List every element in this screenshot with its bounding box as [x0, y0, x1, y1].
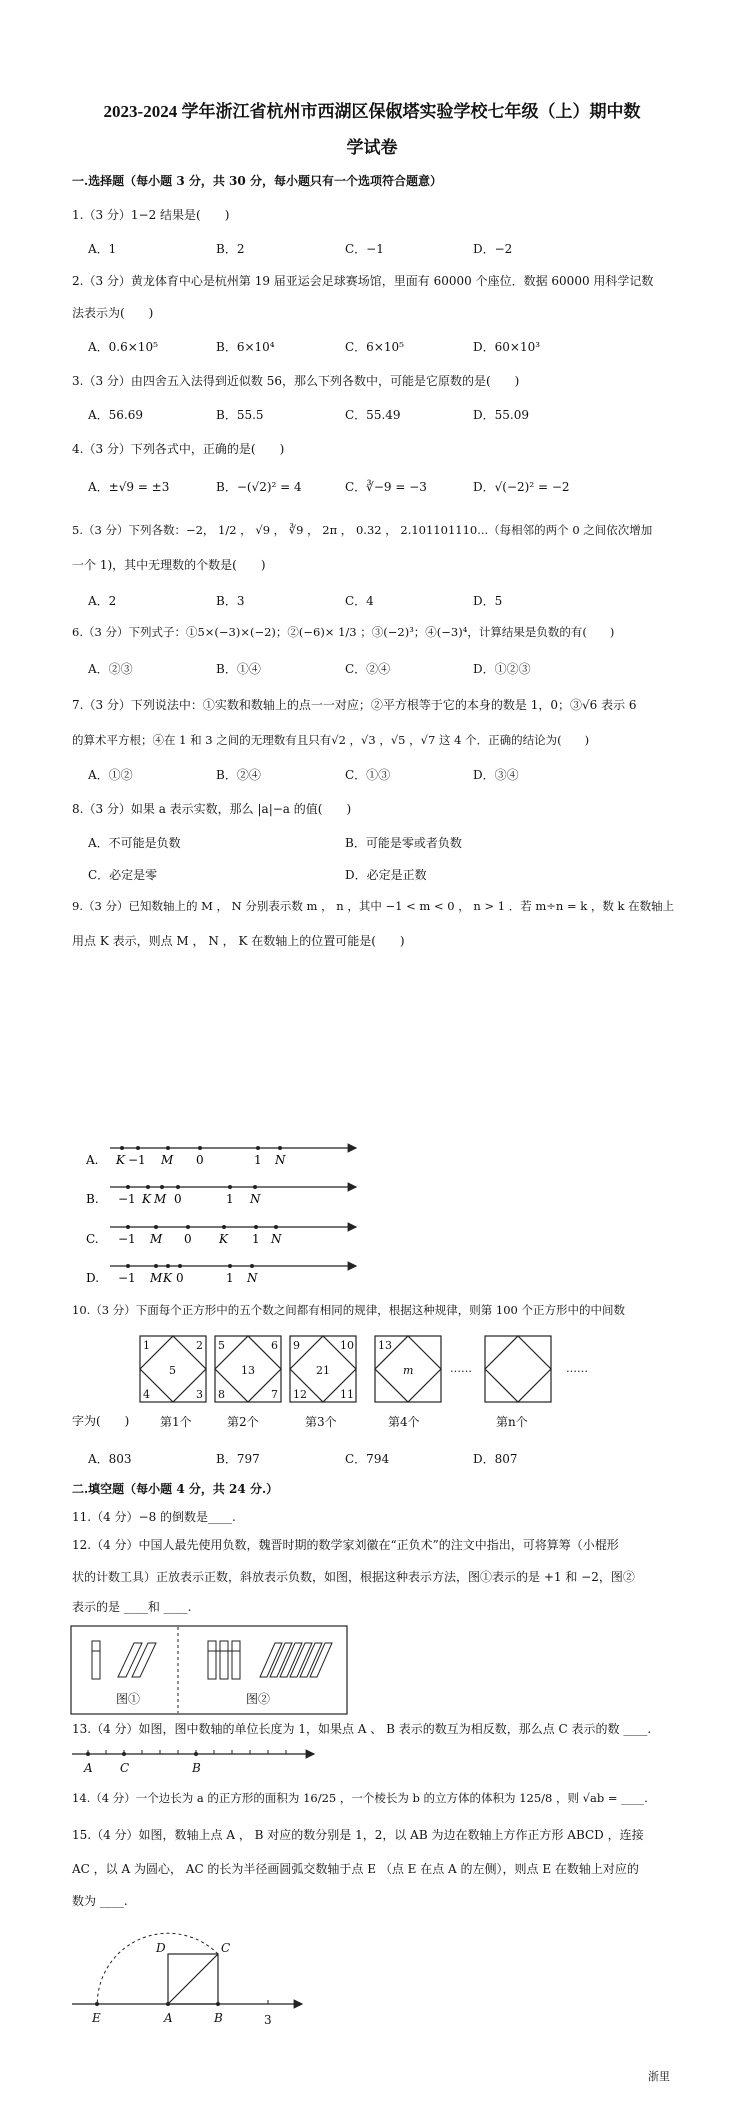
q3-option-c: C．55.49 — [345, 408, 401, 422]
q12-figure-frame — [71, 1626, 347, 1714]
q9-line-c-tick-0 — [186, 1225, 190, 1229]
q10-sq4-tl: 13 — [378, 1339, 392, 1352]
q12-fig2-rod-slanted-4 — [290, 1643, 312, 1677]
q10-sq3-center: 21 — [316, 1364, 330, 1377]
q14-stem: 14.（4 分）一个边长为 a 的正方形的面积为 16/25 ，一个棱长为 b 的立方体的体积为 125/8 ，则 √ab = ____. — [72, 1791, 648, 1805]
q9-line-a-label: A. — [86, 1153, 99, 1167]
q9-line-a-label-k: K — [116, 1153, 125, 1167]
q10-caption-2: 第2个 — [227, 1415, 259, 1429]
q10-stem-line2: 字为( ) — [72, 1414, 130, 1428]
q15-line3: 数为 ____. — [72, 1894, 128, 1908]
q8-stem: 8.（3 分）如果 a 表示实数，那么 |a|−a 的值( ) — [72, 802, 352, 816]
q13-number-line — [70, 1744, 320, 1780]
q9-line-a-point-m — [166, 1146, 170, 1150]
q10-dots-1: …… — [450, 1362, 472, 1375]
q3-option-b: B．55.5 — [216, 408, 264, 422]
q15-figure — [70, 1914, 310, 2032]
q10-sq4-center: m — [403, 1364, 414, 1377]
q12-fig2-rod-slanted-1 — [260, 1643, 282, 1677]
q10-sq3-tr: 10 — [340, 1339, 354, 1352]
q2-option-a: A．0.6×10⁵ — [88, 340, 158, 354]
q10-sq1-tr: 2 — [196, 1339, 203, 1352]
q9-line-d-label-neg1: −1 — [118, 1271, 136, 1285]
q5-option-a: A．2 — [88, 594, 117, 608]
q13-label-a: A — [84, 1761, 93, 1775]
q6-option-b: B．①④ — [216, 662, 261, 676]
q5-option-c: C．4 — [345, 594, 374, 608]
q9-line-c-label-n: N — [271, 1232, 282, 1246]
q7-option-a: A．①② — [88, 768, 133, 782]
q4-option-c: C．∛−9 = −3 — [345, 480, 427, 494]
q9-line-b-point-n — [253, 1185, 257, 1189]
q4-stem: 4.（3 分）下列各式中，正确的是( ) — [72, 442, 285, 456]
q15-point-a — [166, 2002, 170, 2006]
q2-option-c: C．6×10⁵ — [345, 340, 404, 354]
section-choice-heading: 一.选择题（每小题 3 分，共 30 分，每小题只有一个选项符合题意） — [72, 174, 442, 188]
q1-option-b: B．2 — [216, 242, 245, 256]
q8-option-c: C．必定是零 — [88, 868, 158, 882]
q10-square-n-diamond — [485, 1336, 551, 1402]
q1-stem: 1.（3 分）1−2 结果是( ) — [72, 208, 230, 222]
q12-fig2-caption: 图② — [246, 1692, 271, 1706]
q9-line-d-tick-neg1 — [126, 1264, 130, 1268]
q9-line-c-tick-1 — [254, 1225, 258, 1229]
q10-stem-line1: 10.（3 分）下面每个正方形中的五个数之间都有相同的规律，根据这种规律，则第 100 个正方形中的中间数 — [72, 1303, 626, 1317]
q6-option-d: D．①②③ — [473, 662, 531, 676]
q13-label-c: C — [120, 1761, 130, 1775]
q15-line2: AC ，以 A 为圆心， AC 的长为半径画圆弧交数轴于点 E （点 E 在点 A 的左侧），则点 E 在数轴上对应的 — [72, 1862, 639, 1876]
q9-line-d-point-k — [166, 1264, 170, 1268]
q2-stem-line1: 2.（3 分）黄龙体育中心是杭州第 19 届亚运会足球赛场馆，里面有 60000 个座位．数据 60000 用科学记数 — [72, 274, 654, 288]
q8-option-a: A．不可能是负数 — [88, 836, 181, 850]
q9-line-c-label-0: 0 — [184, 1232, 192, 1246]
q15-diagonal-ac — [168, 1954, 218, 2004]
q10-sq2-tr: 6 — [271, 1339, 278, 1352]
q5-option-b: B．3 — [216, 594, 245, 608]
q9-line-a-label-0: 0 — [196, 1153, 204, 1167]
q9-line-a-tick-1 — [256, 1146, 260, 1150]
q9-line-d-point-m — [154, 1264, 158, 1268]
q7-option-b: B．②④ — [216, 768, 261, 782]
q7-stem-line2: 的算术平方根；④在 1 和 3 之间的无理数有且只有√2 ，√3 ，√5 ，√7 这 4 个．正确的结论为( ) — [72, 733, 590, 747]
q15-label-c: C — [221, 1941, 231, 1955]
q2-option-b: B．6×10⁴ — [216, 340, 275, 354]
q9-line-a-tick-0 — [198, 1146, 202, 1150]
q9-line-b-tick-1 — [228, 1185, 232, 1189]
q15-line1: 15.（4 分）如图，数轴上点 A ， B 对应的数分别是 1，2，以 AB 为边在数轴上方作正方形 ABCD ，连接 — [72, 1828, 644, 1842]
q3-option-d: D．55.09 — [473, 408, 529, 422]
q2-stem-line2: 法表示为( ) — [72, 306, 154, 320]
q9-line-b-label-m: M — [154, 1192, 167, 1206]
q9-line-c-label-k: K — [219, 1232, 228, 1246]
q12-line1: 12.（4 分）中国人最先使用负数，魏晋时期的数学家刘徽在“正负术”的注文中指出，可将算筹（小棍形 — [72, 1538, 619, 1552]
q4-option-a: A．±√9 = ±3 — [88, 480, 170, 494]
q13-stem: 13.（4 分）如图，图中数轴的单位长度为 1，如果点 A 、 B 表示的数互为相反数，那么点 C 表示的数 ____. — [72, 1722, 652, 1736]
q15-point-e — [95, 2002, 99, 2006]
q10-sq1-bl: 4 — [143, 1388, 150, 1401]
q9-line-d-label-m: M — [150, 1271, 163, 1285]
q10-option-b: B．797 — [216, 1452, 260, 1466]
q12-line3: 表示的是 ____和 ____. — [72, 1600, 192, 1614]
q9-line-d-tick-1 — [228, 1264, 232, 1268]
q9-line-b-tick-0 — [176, 1185, 180, 1189]
q10-option-d: D．807 — [473, 1452, 518, 1466]
q9-line-b-tick-neg1 — [126, 1185, 130, 1189]
q9-stem-line2: 用点 K 表示，则点 M ， N ， K 在数轴上的位置可能是( ) — [72, 934, 405, 948]
q9-line-c-label: C. — [86, 1232, 99, 1246]
q9-line-a-label-neg1: −1 — [128, 1153, 146, 1167]
q9-line-c-label-m: M — [150, 1232, 163, 1246]
q12-fig1-rod-slanted-1 — [118, 1643, 142, 1677]
q12-fig2-rod-upright-1 — [208, 1641, 216, 1679]
q12-counting-rods-figure — [70, 1625, 350, 1717]
q11-stem: 11.（4 分）−8 的倒数是____. — [72, 1510, 236, 1524]
q10-sq2-center: 13 — [241, 1364, 255, 1377]
q10-sq1-tl: 1 — [143, 1339, 150, 1352]
q10-caption-3: 第3个 — [305, 1415, 337, 1429]
q9-line-d-label: D. — [86, 1271, 100, 1285]
q5-stem-line1: 5.（3 分）下列各数：−2， 1/2 ， √9 ， ∛9 ， 2π ， 0.32 ， 2.101101110...（每相邻的两个 0 之间依次增加 — [72, 523, 653, 537]
q9-line-a-tick-neg1 — [136, 1146, 140, 1150]
q9-line-c-point-k — [222, 1225, 226, 1229]
q4-option-d: D．√(−2)² = −2 — [473, 480, 570, 494]
q9-line-b-point-m — [160, 1185, 164, 1189]
q9-line-b-point-k — [146, 1185, 150, 1189]
q9-line-b-label-1: 1 — [226, 1192, 234, 1206]
q10-option-a: A．803 — [88, 1452, 132, 1466]
q12-fig1-rod-slanted-2 — [132, 1643, 156, 1677]
q9-line-a-label-1: 1 — [254, 1153, 262, 1167]
q10-sq2-br: 7 — [271, 1388, 278, 1401]
q10-caption-4: 第4个 — [388, 1415, 420, 1429]
q1-option-a: A．1 — [88, 242, 117, 256]
q9-line-c-point-n — [274, 1225, 278, 1229]
q9-line-c-point-m — [154, 1225, 158, 1229]
q10-square-n — [485, 1336, 551, 1402]
q10-sq3-tl: 9 — [293, 1339, 300, 1352]
q9-line-d-label-k: K — [163, 1271, 172, 1285]
q9-line-d-label-1: 1 — [226, 1271, 234, 1285]
q10-option-c: C．794 — [345, 1452, 390, 1466]
q12-fig2-rod-slanted-6 — [310, 1643, 332, 1677]
q15-label-3: 3 — [264, 2013, 272, 2027]
q2-option-d: D．60×10³ — [473, 340, 541, 354]
q9-line-a-point-k — [120, 1146, 124, 1150]
q12-fig1-caption: 图① — [116, 1692, 141, 1706]
q10-sq3-bl: 12 — [293, 1388, 307, 1401]
q7-stem-line1: 7.（3 分）下列说法中：①实数和数轴上的点一一对应；②平方根等于它的本身的数是 1，0；③√6 表示 6 — [72, 698, 637, 712]
q5-option-d: D．5 — [473, 594, 503, 608]
q12-fig2-rod-upright-3 — [232, 1641, 240, 1679]
q12-fig2-rod-slanted-3 — [280, 1643, 302, 1677]
q1-option-d: D．−2 — [473, 242, 513, 256]
q12-line2: 状的计数工具）正放表示正数，斜放表示负数，如图，根据这种表示方法，图①表示的是 +1 和 −2，图② — [72, 1570, 635, 1584]
q12-fig2-rod-slanted-5 — [300, 1643, 322, 1677]
q9-line-b-label-n: N — [250, 1192, 261, 1206]
q9-number-lines — [0, 1140, 744, 1290]
q8-option-d: D．必定是正数 — [345, 868, 427, 882]
q12-fig2-rod-upright-2 — [220, 1641, 228, 1679]
q12-fig1-rod-upright — [92, 1641, 100, 1679]
q3-stem: 3.（3 分）由四舍五入法得到近似数 56，那么下列各数中，可能是它原数的是( ) — [72, 374, 520, 388]
q13-point-b — [194, 1752, 198, 1756]
q9-line-b-label: B. — [86, 1192, 99, 1206]
q9-line-d-label-n: N — [247, 1271, 258, 1285]
q9-line-b-label-neg1: −1 — [118, 1192, 136, 1206]
q10-sq3-br: 11 — [340, 1388, 354, 1401]
q13-point-c — [122, 1752, 126, 1756]
q1-option-c: C．−1 — [345, 242, 384, 256]
q10-sq1-center: 5 — [169, 1364, 176, 1377]
exam-title-line1: 2023-2024 学年浙江省杭州市西湖区保俶塔实验学校七年级（上）期中数 — [103, 102, 641, 121]
q9-line-a-point-n — [278, 1146, 282, 1150]
q15-point-b — [216, 2002, 220, 2006]
page-footer: 浙里 — [648, 2070, 670, 2083]
q15-label-d: D — [156, 1941, 166, 1955]
q9-line-d-tick-0 — [178, 1264, 182, 1268]
q13-point-a — [86, 1752, 90, 1756]
q9-line-c-label-1: 1 — [252, 1232, 260, 1246]
q9-line-d-label-0: 0 — [176, 1271, 184, 1285]
q8-option-b: B．可能是零或者负数 — [345, 836, 462, 850]
q13-label-b: B — [192, 1761, 201, 1775]
q15-label-a: A — [164, 2011, 173, 2025]
q6-stem: 6.（3 分）下列式子：①5×(−3)×(−2)；②(−6)× 1/3 ；③(−2)³；④(−3)⁴，计算结果是负数的有( ) — [72, 625, 615, 639]
q7-option-c: C．①③ — [345, 768, 391, 782]
q5-stem-line2: 一个 1)，其中无理数的个数是( ) — [72, 558, 266, 572]
q10-sq2-tl: 5 — [218, 1339, 225, 1352]
q15-label-b: B — [214, 2011, 223, 2025]
q9-line-d-point-n — [250, 1264, 254, 1268]
section-fill-heading: 二.填空题（每小题 4 分，共 24 分.） — [72, 1482, 279, 1496]
q9-line-b-label-0: 0 — [174, 1192, 182, 1206]
q9-line-c-tick-neg1 — [126, 1225, 130, 1229]
q9-line-b-label-k: K — [142, 1192, 151, 1206]
q10-sq2-bl: 8 — [218, 1388, 225, 1401]
q3-option-a: A．56.69 — [88, 408, 144, 422]
q10-caption-1: 第1个 — [160, 1415, 192, 1429]
q10-caption-n: 第n个 — [496, 1415, 528, 1429]
q10-dots-2: …… — [566, 1362, 588, 1375]
q9-line-c-label-neg1: −1 — [118, 1232, 136, 1246]
q7-option-d: D．③④ — [473, 768, 519, 782]
exam-title-line2: 学试卷 — [346, 138, 398, 157]
q4-option-b: B．−(√2)² = 4 — [216, 480, 302, 494]
q9-line-a-label-m: M — [161, 1153, 174, 1167]
q15-label-e: E — [92, 2011, 101, 2025]
q9-line-a-label-n: N — [275, 1153, 286, 1167]
q6-option-c: C．②④ — [345, 662, 391, 676]
q12-fig2-rod-slanted-2 — [270, 1643, 292, 1677]
q6-option-a: A．②③ — [88, 662, 133, 676]
q10-sq1-br: 3 — [196, 1388, 203, 1401]
q9-stem-line1: 9.（3 分）已知数轴上的 M ， N 分别表示数 m ， n ，其中 −1 < m < 0 ， n > 1 ．若 m÷n = k ，数 k 在数轴上 — [72, 899, 675, 913]
